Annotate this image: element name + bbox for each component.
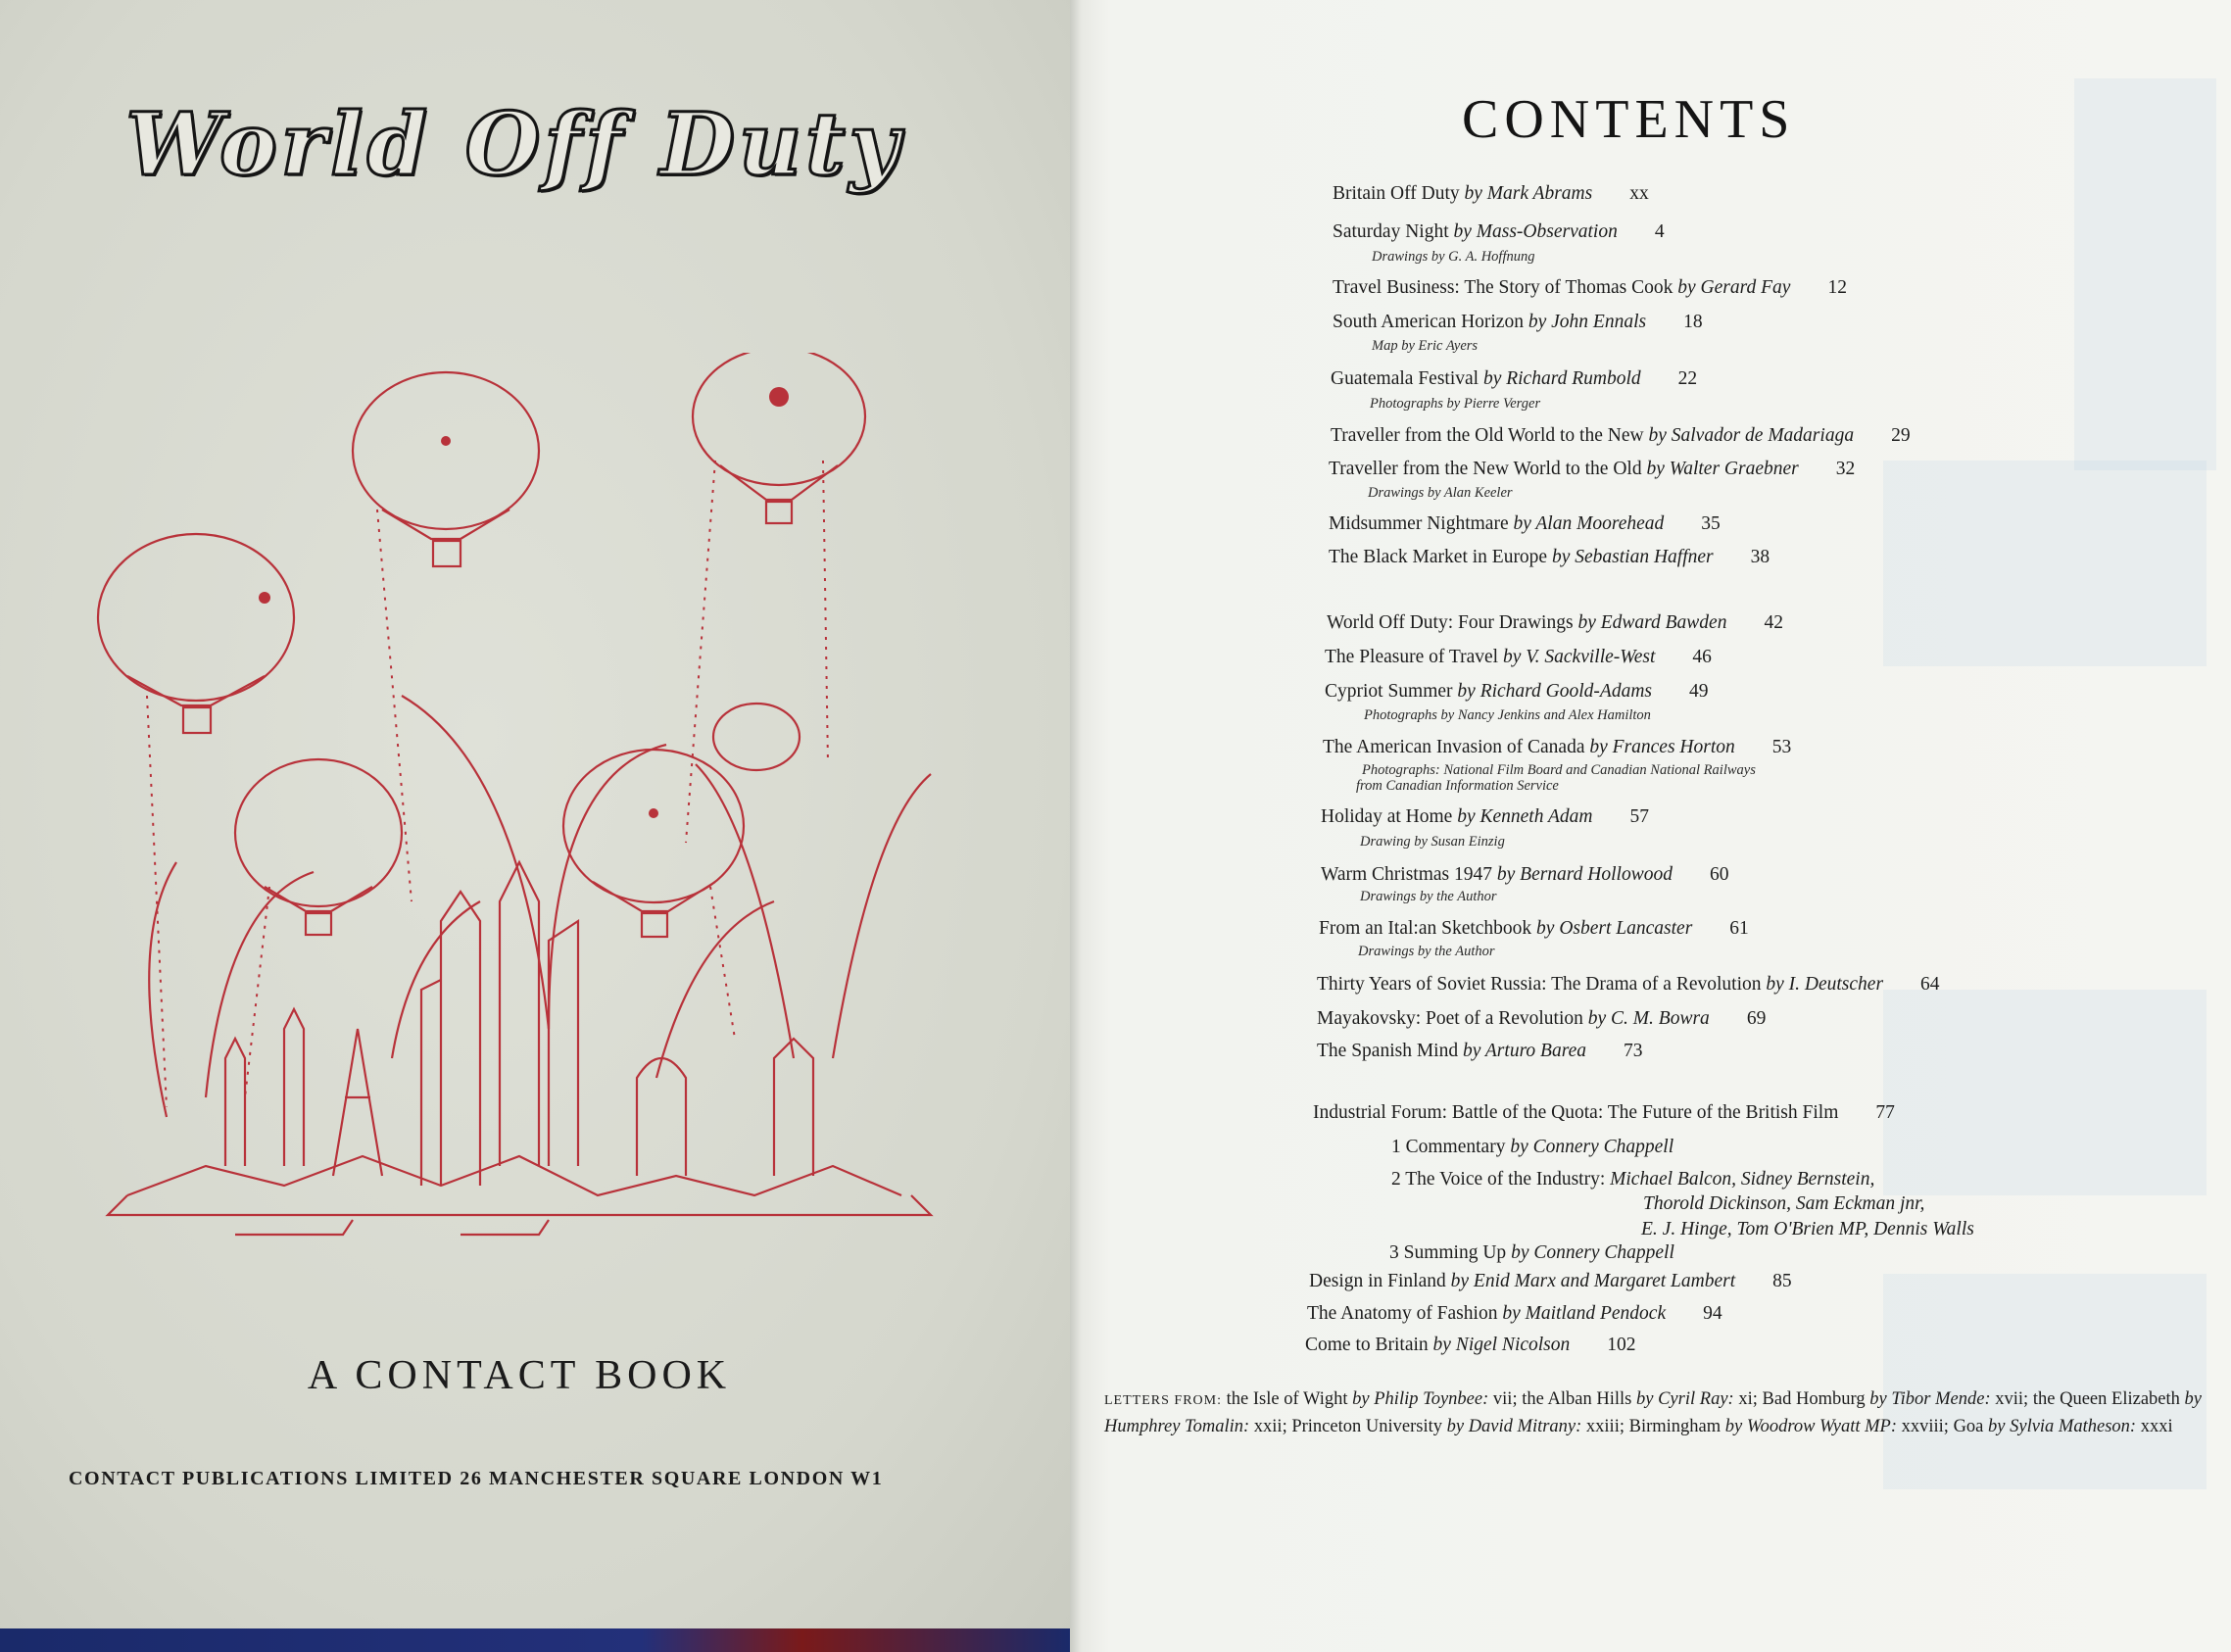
show-through-block	[2074, 78, 2216, 470]
balloon-6-icon	[713, 704, 800, 770]
toc-entry: The Spanish Mind by Arturo Barea 73	[1317, 1041, 1643, 1061]
toc-entry: Midsummer Nightmare by Alan Moorehead 35	[1329, 513, 1721, 534]
toc-entry: The Anatomy of Fashion by Maitland Pendock 94	[1307, 1303, 1722, 1324]
toc-entry: Britain Off Duty by Mark Abrams xx	[1333, 183, 1649, 204]
toc-entry: From an Ital:an Sketchbook by Osbert Lancaster 61	[1319, 918, 1749, 939]
toc-credit: Drawing by Susan Einzig	[1360, 834, 1505, 850]
toc-entry: Travel Business: The Story of Thomas Cook by Gerard Fay 12	[1333, 277, 1847, 298]
cover-page	[0, 0, 1070, 1632]
letters-section: LETTERS FROM: the Isle of Wight by Philip Toynbee: vii; the Alban Hills by Cyril Ray: xi; Bad Homburg by Tibor Mende: xvii; the Queen Elizabeth by Humphrey Tomalin: xxii; Princeton University by David Mitrany: xxiii; Birmingham by Woodrow Wyatt MP: xxviii; Goa by Sylvia Matheson: xxxi	[1104, 1389, 2203, 1436]
balloon-2-icon	[353, 372, 539, 529]
toc-entry: Mayakovsky: Poet of a Revolution by C. M. Bowra 69	[1317, 1008, 1767, 1029]
binding-strip	[0, 1628, 1070, 1652]
balloon-3-icon	[693, 353, 865, 485]
toc-credit: Drawings by Alan Keeler	[1368, 485, 1513, 501]
balloon-city-illustration	[88, 353, 970, 1284]
toc-credit: Photographs by Nancy Jenkins and Alex Hamilton	[1364, 707, 1651, 723]
forum-item: E. J. Hinge, Tom O'Brien MP, Dennis Walls	[1641, 1219, 1974, 1239]
toc-entry: South American Horizon by John Ennals 18	[1333, 312, 1703, 332]
toc-entry: Saturday Night by Mass-Observation 4	[1333, 221, 1665, 242]
toc-credit: Drawings by the Author	[1358, 944, 1495, 959]
show-through-block	[1883, 461, 2207, 666]
toc-credit: from Canadian Information Service	[1356, 778, 1559, 794]
show-through-block	[1883, 990, 2207, 1195]
toc-credit: Drawings by G. A. Hoffnung	[1372, 249, 1535, 265]
toc-entry: Traveller from the New World to the Old by Walter Graebner 32	[1329, 459, 1856, 479]
toc-entry: Warm Christmas 1947 by Bernard Hollowood 60	[1321, 864, 1729, 885]
toc-entry: Industrial Forum: Battle of the Quota: The Future of the British Film 77	[1313, 1102, 1895, 1123]
toc-entry: Guatemala Festival by Richard Rumbold 22	[1331, 368, 1698, 389]
book-title: World Off Duty	[125, 93, 903, 195]
toc-entry: Come to Britain by Nigel Nicolson 102	[1305, 1335, 1636, 1355]
toc-entry: Thirty Years of Soviet Russia: The Drama of a Revolution by I. Deutscher 64	[1317, 974, 1940, 995]
publisher-line: CONTACT PUBLICATIONS LIMITED 26 MANCHESTER SQUARE LONDON W1	[69, 1468, 884, 1489]
contact-book-label: A CONTACT BOOK	[307, 1353, 732, 1398]
toc-entry: The Black Market in Europe by Sebastian Haffner 38	[1329, 547, 1770, 567]
balloon-1-icon	[98, 534, 294, 701]
toc-entry: Cypriot Summer by Richard Goold-Adams 49	[1325, 681, 1709, 702]
show-through-block	[1883, 1274, 2207, 1489]
balloon-4-icon	[235, 759, 402, 906]
toc-credit: Photographs: National Film Board and Canadian National Railways	[1362, 762, 1756, 778]
toc-credit: Photographs by Pierre Verger	[1370, 396, 1541, 412]
contents-heading: CONTENTS	[1462, 89, 1796, 150]
toc-entry: World Off Duty: Four Drawings by Edward Bawden 42	[1327, 612, 1783, 633]
forum-item: 1 Commentary by Connery Chappell	[1391, 1137, 1674, 1157]
forum-item: Thorold Dickinson, Sam Eckman jnr,	[1643, 1193, 1925, 1214]
toc-entry: The Pleasure of Travel by V. Sackville-West 46	[1325, 647, 1712, 667]
toc-entry: Design in Finland by Enid Marx and Margaret Lambert 85	[1309, 1271, 1792, 1291]
toc-entry: Holiday at Home by Kenneth Adam 57	[1321, 806, 1649, 827]
toc-entry: The American Invasion of Canada by Frances Horton 53	[1323, 737, 1792, 757]
forum-item: 2 The Voice of the Industry: Michael Balcon, Sidney Bernstein,	[1391, 1169, 1875, 1190]
toc-credit: Map by Eric Ayers	[1372, 338, 1479, 354]
toc-credit: Drawings by the Author	[1360, 889, 1497, 904]
contents-page	[1070, 0, 2231, 1652]
forum-item: 3 Summing Up by Connery Chappell	[1389, 1242, 1674, 1263]
balloon-5-icon	[563, 750, 744, 902]
toc-entry: Traveller from the Old World to the New by Salvador de Madariaga 29	[1331, 425, 1911, 446]
